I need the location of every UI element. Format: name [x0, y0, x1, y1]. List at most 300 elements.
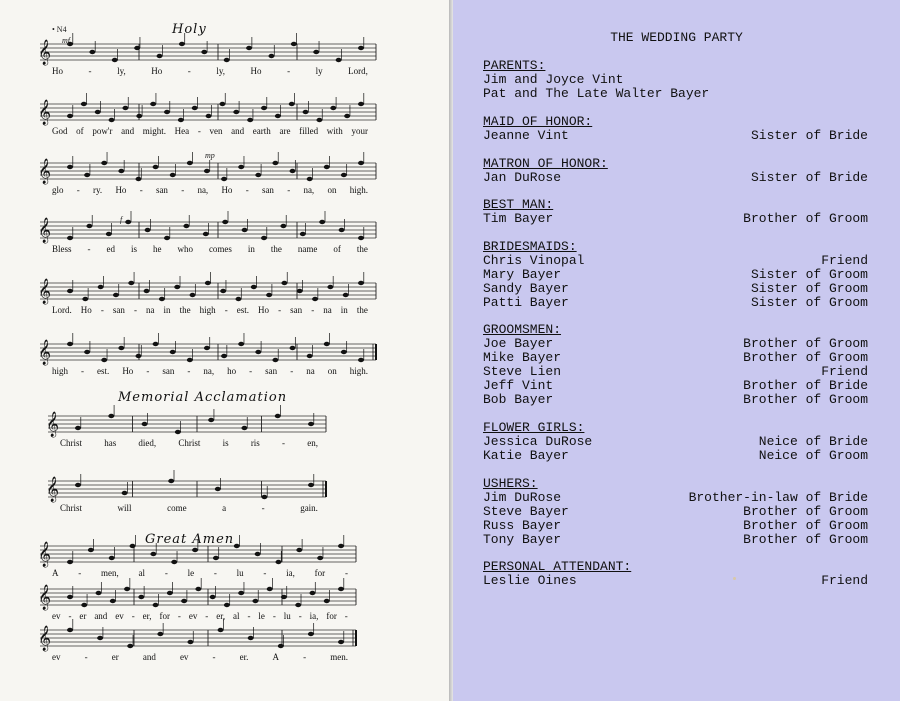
note-head — [317, 556, 323, 560]
section-heading: FLOWER GIRLS: — [483, 420, 585, 435]
member-relation: Brother of Groom — [743, 532, 868, 547]
lyric-syllable: Bless — [52, 244, 72, 254]
member-relation: Brother of Bride — [743, 378, 868, 393]
lyric-syllable: pow'r — [92, 126, 113, 136]
member-relation: Sister of Bride — [750, 170, 868, 185]
lyric-syllable: er. — [239, 652, 249, 662]
note-head — [221, 354, 227, 358]
treble-clef-icon: 𝄞 — [38, 585, 52, 610]
lyric-syllable: Christ — [60, 503, 83, 513]
lyric-syllable: ven — [209, 126, 223, 136]
note-head — [205, 281, 211, 285]
note-head — [135, 354, 141, 358]
lyric-syllable: men. — [330, 652, 348, 662]
dynamic-mark: mp — [205, 151, 215, 160]
lyric-syllable: - — [282, 438, 286, 448]
note-head — [122, 491, 128, 495]
lyric-syllable: san — [112, 305, 125, 315]
note-head — [153, 165, 159, 169]
lyric-syllable: ris — [250, 438, 260, 448]
section-heading: PARENTS: — [483, 58, 546, 73]
note-head — [67, 560, 73, 564]
note-head — [233, 110, 239, 114]
lyric-syllable: and — [142, 652, 156, 662]
party-member-row — [483, 519, 868, 533]
note-head — [113, 293, 119, 297]
note-head — [204, 169, 210, 173]
note-head — [330, 106, 336, 110]
note-head — [170, 350, 176, 354]
lyric-syllable: he — [152, 244, 162, 254]
note-head — [343, 293, 349, 297]
member-name: Tony Bayer — [483, 532, 562, 547]
note-head — [84, 350, 90, 354]
party-member-row — [483, 449, 868, 463]
lyric-syllable: lu — [236, 568, 244, 578]
party-section — [483, 240, 868, 310]
lyric-syllable: en, — [307, 438, 318, 448]
lyric-line — [52, 305, 368, 315]
note-head — [341, 173, 347, 177]
note-head — [168, 479, 174, 483]
lyric-syllable: er — [111, 652, 119, 662]
lyric-syllable: has — [104, 438, 117, 448]
lyric-line — [52, 611, 348, 621]
lyric-syllable: ry. — [93, 185, 103, 195]
note-head — [153, 603, 159, 607]
note-head — [278, 644, 284, 648]
lyric-line — [52, 568, 348, 578]
lyric-syllable: ly, — [117, 66, 126, 76]
lyric-syllable: - — [100, 305, 104, 315]
member-relation: Friend — [821, 364, 868, 379]
note-head — [187, 640, 193, 644]
lyric-syllable: san — [290, 305, 303, 315]
section-heading: MAID OF HONOR: — [483, 114, 593, 129]
lyric-syllable: - — [311, 305, 315, 315]
lyric-syllable: - — [139, 185, 143, 195]
note-head — [125, 220, 131, 224]
treble-clef-icon: 𝄞 — [46, 477, 60, 502]
lyric-syllable: - — [261, 503, 265, 513]
note-head — [238, 342, 244, 346]
lyric-syllable: earth — [252, 126, 271, 136]
note-head — [150, 552, 156, 556]
lyric-syllable: - — [263, 568, 267, 578]
treble-clef-icon: 𝄞 — [38, 340, 52, 365]
member-relation: Brother-in-law of Bride — [688, 490, 868, 505]
note-head — [128, 281, 134, 285]
note-head — [192, 548, 198, 552]
lyric-syllable: er, — [142, 611, 152, 621]
note-head — [122, 106, 128, 110]
note-head — [67, 289, 73, 293]
lyric-syllable: who — [177, 244, 193, 254]
note-head — [266, 293, 272, 297]
lyric-syllable: with — [326, 126, 343, 136]
member-name: Steve Lien — [483, 364, 562, 379]
party-member-row — [483, 254, 868, 268]
note-head — [97, 636, 103, 640]
note-head — [110, 599, 116, 603]
member-relation: Friend — [821, 573, 868, 588]
lyric-syllable: - — [197, 126, 201, 136]
lyric-syllable: the — [356, 305, 368, 315]
lyric-syllable: Ho — [52, 66, 63, 76]
section-heading: MATRON OF HONOR: — [483, 156, 608, 171]
section-heading: PERSONAL ATTENDANT: — [483, 559, 632, 574]
lyric-syllable: - — [88, 66, 92, 76]
note-head — [307, 177, 313, 181]
note-head — [235, 297, 241, 301]
note-head — [98, 285, 104, 289]
note-head — [234, 544, 240, 548]
member-relation: Brother of Groom — [743, 211, 868, 226]
lyric-syllable: san — [265, 366, 278, 376]
lyric-syllable: - — [278, 305, 282, 315]
note-head — [203, 232, 209, 236]
note-head — [118, 169, 124, 173]
lyric-syllable: - — [87, 244, 91, 254]
lyric-syllable: - — [76, 185, 80, 195]
note-head — [67, 165, 73, 169]
lyric-syllable: - — [213, 568, 217, 578]
dynamic-mark: mf — [62, 36, 70, 45]
note-head — [224, 603, 230, 607]
lyric-syllable: - — [245, 185, 249, 195]
lyric-syllable: Christ — [60, 438, 83, 448]
lyric-syllable: - — [212, 652, 216, 662]
party-member-row — [483, 435, 868, 449]
lyric-syllable: - — [84, 652, 88, 662]
note-head — [290, 169, 296, 173]
note-head — [255, 552, 261, 556]
lyric-syllable: Ho — [151, 66, 163, 76]
lyric-syllable: gain. — [300, 503, 318, 513]
lyric-syllable: A — [272, 652, 280, 662]
note-head — [261, 236, 267, 240]
note-head — [127, 644, 133, 648]
lyric-syllable: - — [78, 568, 82, 578]
lyric-syllable: and — [231, 126, 245, 136]
note-head — [142, 422, 148, 426]
music-page — [0, 0, 449, 701]
note-head — [309, 591, 315, 595]
lyric-syllable: - — [68, 611, 72, 621]
lyric-syllable: high. — [349, 366, 368, 376]
note-head — [251, 285, 257, 289]
member-relation: Sister of Groom — [750, 295, 868, 310]
note-head — [307, 354, 313, 358]
note-head — [272, 161, 278, 165]
lyric-syllable: Ho — [80, 305, 92, 315]
note-head — [174, 285, 180, 289]
treble-clef-icon: 𝄞 — [38, 626, 52, 651]
lyric-syllable: san — [261, 185, 274, 195]
lyric-syllable: er — [79, 611, 87, 621]
lyric-syllable: - — [133, 305, 137, 315]
lyric-syllable: est. — [236, 305, 249, 315]
lyric-syllable: on — [327, 366, 337, 376]
lyric-syllable: na, — [303, 185, 315, 195]
lyric-syllable: ev — [52, 611, 61, 621]
lyric-syllable: - — [187, 366, 191, 376]
note-head — [213, 556, 219, 560]
note-head — [159, 297, 165, 301]
lyric-syllable: is — [222, 438, 229, 448]
section-heading: USHERS: — [483, 476, 538, 491]
treble-clef-icon: 𝄞 — [38, 542, 52, 567]
lyric-syllable: died, — [138, 438, 157, 448]
lyric-syllable: - — [177, 611, 181, 621]
lyric-syllable: is — [130, 244, 137, 254]
note-head — [106, 232, 112, 236]
member-name: Jeanne Vint — [483, 128, 569, 143]
lyric-syllable: of — [76, 126, 84, 136]
section-heading: BEST MAN: — [483, 197, 554, 212]
lyric-syllable: high — [52, 366, 69, 376]
member-relation: Neice of Groom — [758, 448, 868, 463]
note-head — [238, 591, 244, 595]
note-head — [67, 628, 73, 632]
note-head — [341, 350, 347, 354]
note-head — [275, 414, 281, 418]
note-head — [101, 358, 107, 362]
lyric-syllable: come — [167, 503, 187, 513]
note-head — [89, 50, 95, 54]
party-section — [483, 323, 868, 407]
party-member-row — [483, 282, 868, 296]
note-head — [108, 414, 114, 418]
lyric-syllable: - — [344, 611, 348, 621]
note-head — [82, 297, 88, 301]
note-head — [157, 632, 163, 636]
member-name: Chris Vinopal — [483, 253, 585, 268]
lyric-syllable: will — [117, 503, 132, 513]
lyric-syllable: the — [356, 244, 368, 254]
party-member-row — [483, 491, 868, 505]
lyric-syllable: - — [224, 305, 228, 315]
note-head — [358, 102, 364, 106]
member-relation: Sister of Bride — [750, 128, 868, 143]
lyric-syllable: in — [247, 244, 255, 254]
lyric-syllable: - — [344, 568, 348, 578]
member-name: Jessica DuRose — [483, 434, 593, 449]
member-relation: Neice of Bride — [758, 434, 868, 449]
note-head — [210, 595, 216, 599]
party-member-row — [483, 337, 868, 351]
lyric-syllable: ly — [315, 66, 323, 76]
note-head — [145, 228, 151, 232]
member-name: Jim DuRose — [483, 490, 562, 505]
note-head — [81, 603, 87, 607]
lyric-line — [52, 244, 368, 254]
note-head — [190, 293, 196, 297]
lyric-syllable: na, — [197, 185, 209, 195]
lyric-syllable: ev — [115, 611, 124, 621]
lyric-syllable: high. — [349, 185, 368, 195]
treble-clef-icon: 𝄞 — [38, 218, 52, 243]
note-head — [316, 118, 322, 122]
lyric-syllable: Ho — [250, 66, 262, 76]
note-head — [81, 102, 87, 106]
note-head — [255, 350, 261, 354]
lyric-syllable: ed — [106, 244, 115, 254]
note-head — [215, 487, 221, 491]
note-head — [339, 228, 345, 232]
lyric-syllable: lu — [283, 611, 291, 621]
wedding-party-title: THE WEDDING PARTY — [610, 30, 743, 45]
note-head — [327, 285, 333, 289]
lyric-line — [60, 503, 318, 513]
lyric-syllable: Ho — [122, 366, 134, 376]
lyric-line — [52, 66, 368, 76]
note-head — [313, 50, 319, 54]
party-member-row — [483, 351, 868, 365]
lyric-syllable: san — [162, 366, 175, 376]
treble-clef-icon: 𝄞 — [38, 159, 52, 184]
great-amen-title: Great Amen — [145, 532, 235, 547]
lyric-line — [52, 126, 368, 136]
note-head — [109, 118, 115, 122]
note-head — [218, 628, 224, 632]
lyric-syllable: - — [249, 366, 253, 376]
member-relation: Brother of Groom — [743, 504, 868, 519]
note-head — [241, 426, 247, 430]
lyric-syllable: Hea — [174, 126, 190, 136]
note-head — [358, 161, 364, 165]
note-head — [220, 289, 226, 293]
member-relation: Sister of Groom — [750, 267, 868, 282]
member-relation: Brother of Groom — [743, 336, 868, 351]
note-head — [136, 114, 142, 118]
note-head — [206, 114, 212, 118]
lyric-syllable: ev — [179, 652, 189, 662]
lyric-syllable: - — [247, 611, 251, 621]
lyric-syllable: ev — [52, 652, 61, 662]
note-head — [221, 177, 227, 181]
party-member-row — [483, 296, 868, 310]
lyric-syllable: high — [199, 305, 216, 315]
member-name: Pat and The Late Walter Bayer — [483, 86, 710, 101]
note-head — [187, 161, 193, 165]
lyric-syllable: are — [279, 126, 291, 136]
lyric-syllable: God — [52, 126, 68, 136]
lyric-syllable: - — [146, 366, 150, 376]
note-head — [238, 165, 244, 169]
note-head — [67, 595, 73, 599]
note-head — [171, 560, 177, 564]
lyric-syllable: - — [181, 185, 185, 195]
member-name: Bob Bayer — [483, 392, 554, 407]
lyric-syllable: ia, — [309, 611, 319, 621]
party-section — [483, 157, 868, 185]
note-head — [358, 358, 364, 362]
lyric-line — [52, 652, 348, 662]
note-head — [138, 595, 144, 599]
dynamic-mark: f — [120, 215, 123, 224]
note-head — [261, 106, 267, 110]
note-head — [88, 548, 94, 552]
member-name: Leslie Oines — [483, 573, 577, 588]
lyric-syllable: le — [187, 568, 195, 578]
note-head — [261, 495, 267, 499]
note-head — [248, 636, 254, 640]
note-head — [112, 58, 118, 62]
note-head — [179, 42, 185, 46]
member-name: Jeff Vint — [483, 378, 554, 393]
note-head — [67, 342, 73, 346]
note-head — [192, 106, 198, 110]
note-head — [101, 161, 107, 165]
note-head — [268, 54, 274, 58]
lyric-syllable: for — [314, 568, 326, 578]
lyric-syllable: - — [187, 66, 191, 76]
member-relation: Brother of Groom — [743, 518, 868, 533]
lyric-syllable: Ho — [258, 305, 270, 315]
hymn-number: • N4 — [52, 25, 67, 34]
section-heading: GROOMSMEN: — [483, 322, 562, 337]
note-head — [344, 114, 350, 118]
lyric-syllable: men, — [101, 568, 119, 578]
note-head — [178, 118, 184, 122]
note-head — [242, 228, 248, 232]
party-member-row — [483, 533, 868, 547]
lyric-syllable: ia, — [286, 568, 295, 578]
member-name: Joe Bayer — [483, 336, 554, 351]
lyric-syllable: name — [297, 244, 318, 254]
note-head — [324, 165, 330, 169]
member-name: Mike Bayer — [483, 350, 562, 365]
member-relation: Friend — [821, 253, 868, 268]
lyric-syllable: the — [179, 305, 191, 315]
party-member-row — [483, 171, 868, 185]
party-member-row — [483, 574, 868, 588]
treble-clef-icon: 𝄞 — [38, 100, 52, 125]
lyric-syllable: - — [164, 568, 168, 578]
holy-title: Holy — [172, 22, 207, 37]
note-head — [67, 236, 73, 240]
lyric-syllable: and — [94, 611, 108, 621]
lyric-syllable: est. — [97, 366, 110, 376]
party-member-row — [483, 365, 868, 379]
note-head — [130, 544, 136, 548]
note-head — [308, 483, 314, 487]
lyric-syllable: glo — [52, 185, 64, 195]
note-head — [175, 430, 181, 434]
lyric-syllable: ev — [188, 611, 198, 621]
note-head — [86, 224, 92, 228]
note-head — [187, 358, 193, 362]
note-head — [308, 632, 314, 636]
party-section — [483, 59, 868, 101]
note-head — [118, 346, 124, 350]
note-head — [338, 640, 344, 644]
lyric-syllable: your — [351, 126, 368, 136]
note-head — [224, 58, 230, 62]
note-head — [281, 281, 287, 285]
treble-clef-icon: 𝄞 — [38, 40, 52, 65]
lyric-syllable: filled — [299, 126, 319, 136]
lyric-syllable: - — [303, 652, 307, 662]
note-head — [296, 548, 302, 552]
memorial-acclamation-title: Memorial Acclamation — [118, 390, 288, 405]
note-head — [291, 42, 297, 46]
note-head — [358, 281, 364, 285]
note-head — [300, 232, 306, 236]
member-name: Steve Bayer — [483, 504, 569, 519]
note-head — [289, 102, 295, 106]
